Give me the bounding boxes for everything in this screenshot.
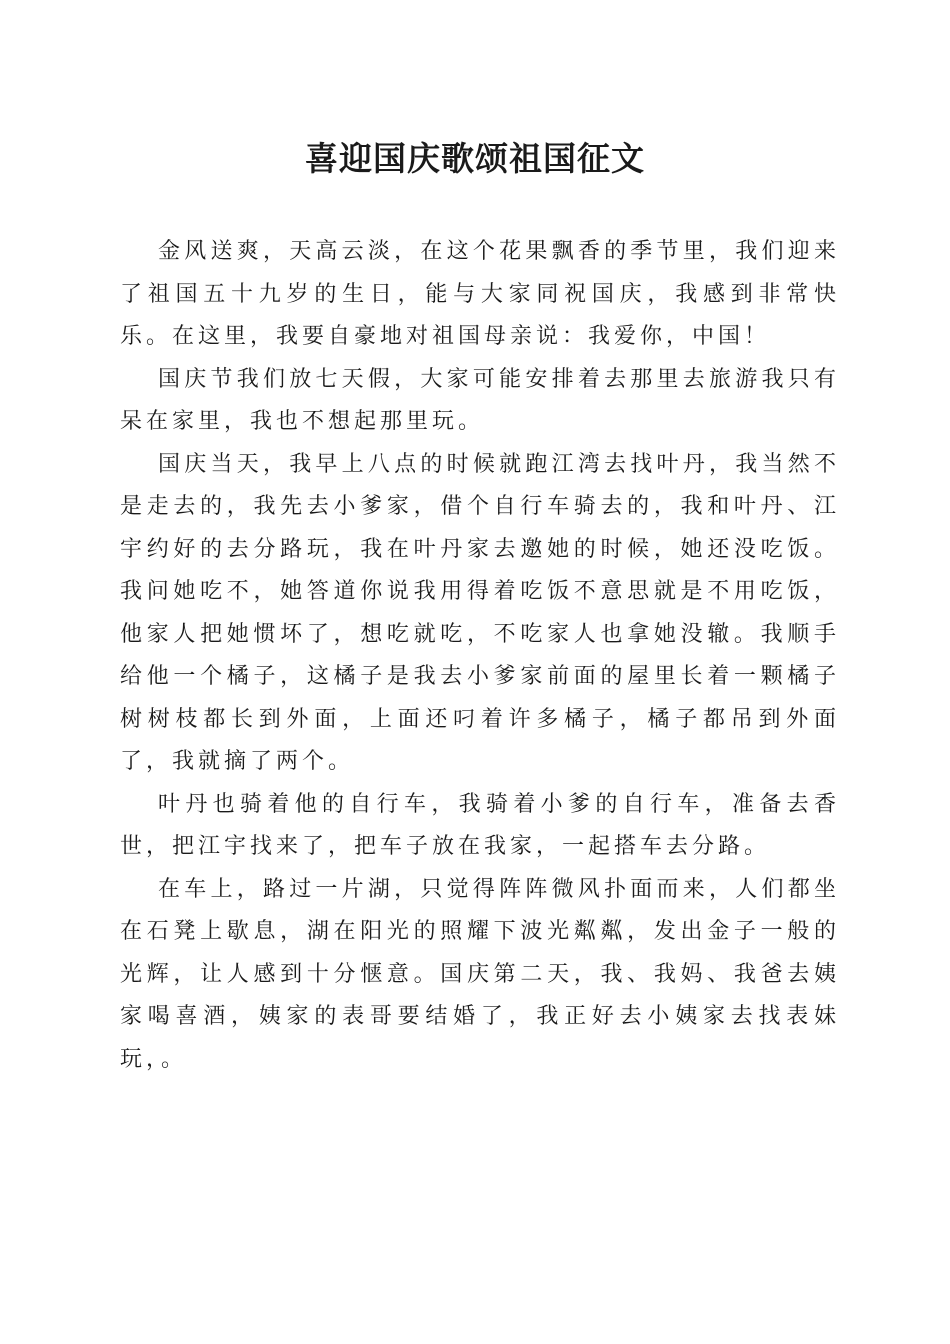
paragraph: 国庆当天，我早上八点的时候就跑江湾去找叶丹，我当然不是走去的，我先去小爹家，借个自行车骑去的，我和叶丹、江宇约好的去分路玩，我在叶丹家去邀她的时候，她还没吃饭。我问她吃不，她答道你说我用得着吃饭不意思就是不用吃饭，他家人把她惯坏了，想吃就吃，不吃家人也拿她没辙。我顺手给他一个橘子，这橘子是我去小爹家前面的屋里长着一颗橘子树树枝都长到外面，上面还叼着许多橘子，橘子都吊到外面了，我就摘了两个。	[120, 451, 840, 774]
paragraph: 在车上，路过一片湖，只觉得阵阵微风扑面而来，人们都坐在石凳上歇息，湖在阳光的照耀下波光粼粼，发出金子一般的光辉，让人感到十分惬意。国庆第二天，我、我妈、我爸去姨家喝喜酒，姨家的表哥要结婚了，我正好去小姨家去找表妹玩，。	[120, 876, 840, 1072]
document-title: 喜迎国庆歌颂祖国征文	[305, 139, 645, 178]
paragraph: 金风送爽，天高云淡，在这个花果飘香的季节里，我们迎来了祖国五十九岁的生日，能与大家同祝国庆，我感到非常快乐。在这里，我要自豪地对祖国母亲说：我爱你，中国！	[120, 239, 840, 349]
paragraph: 国庆节我们放七天假，大家可能安排着去那里去旅游我只有呆在家里，我也不想起那里玩。	[120, 366, 840, 434]
document-body	[120, 231, 840, 1081]
paragraph: 叶丹也骑着他的自行车，我骑着小爹的自行车，准备去香世，把江宇找来了，把车子放在我家，一起搭车去分路。	[120, 791, 840, 859]
